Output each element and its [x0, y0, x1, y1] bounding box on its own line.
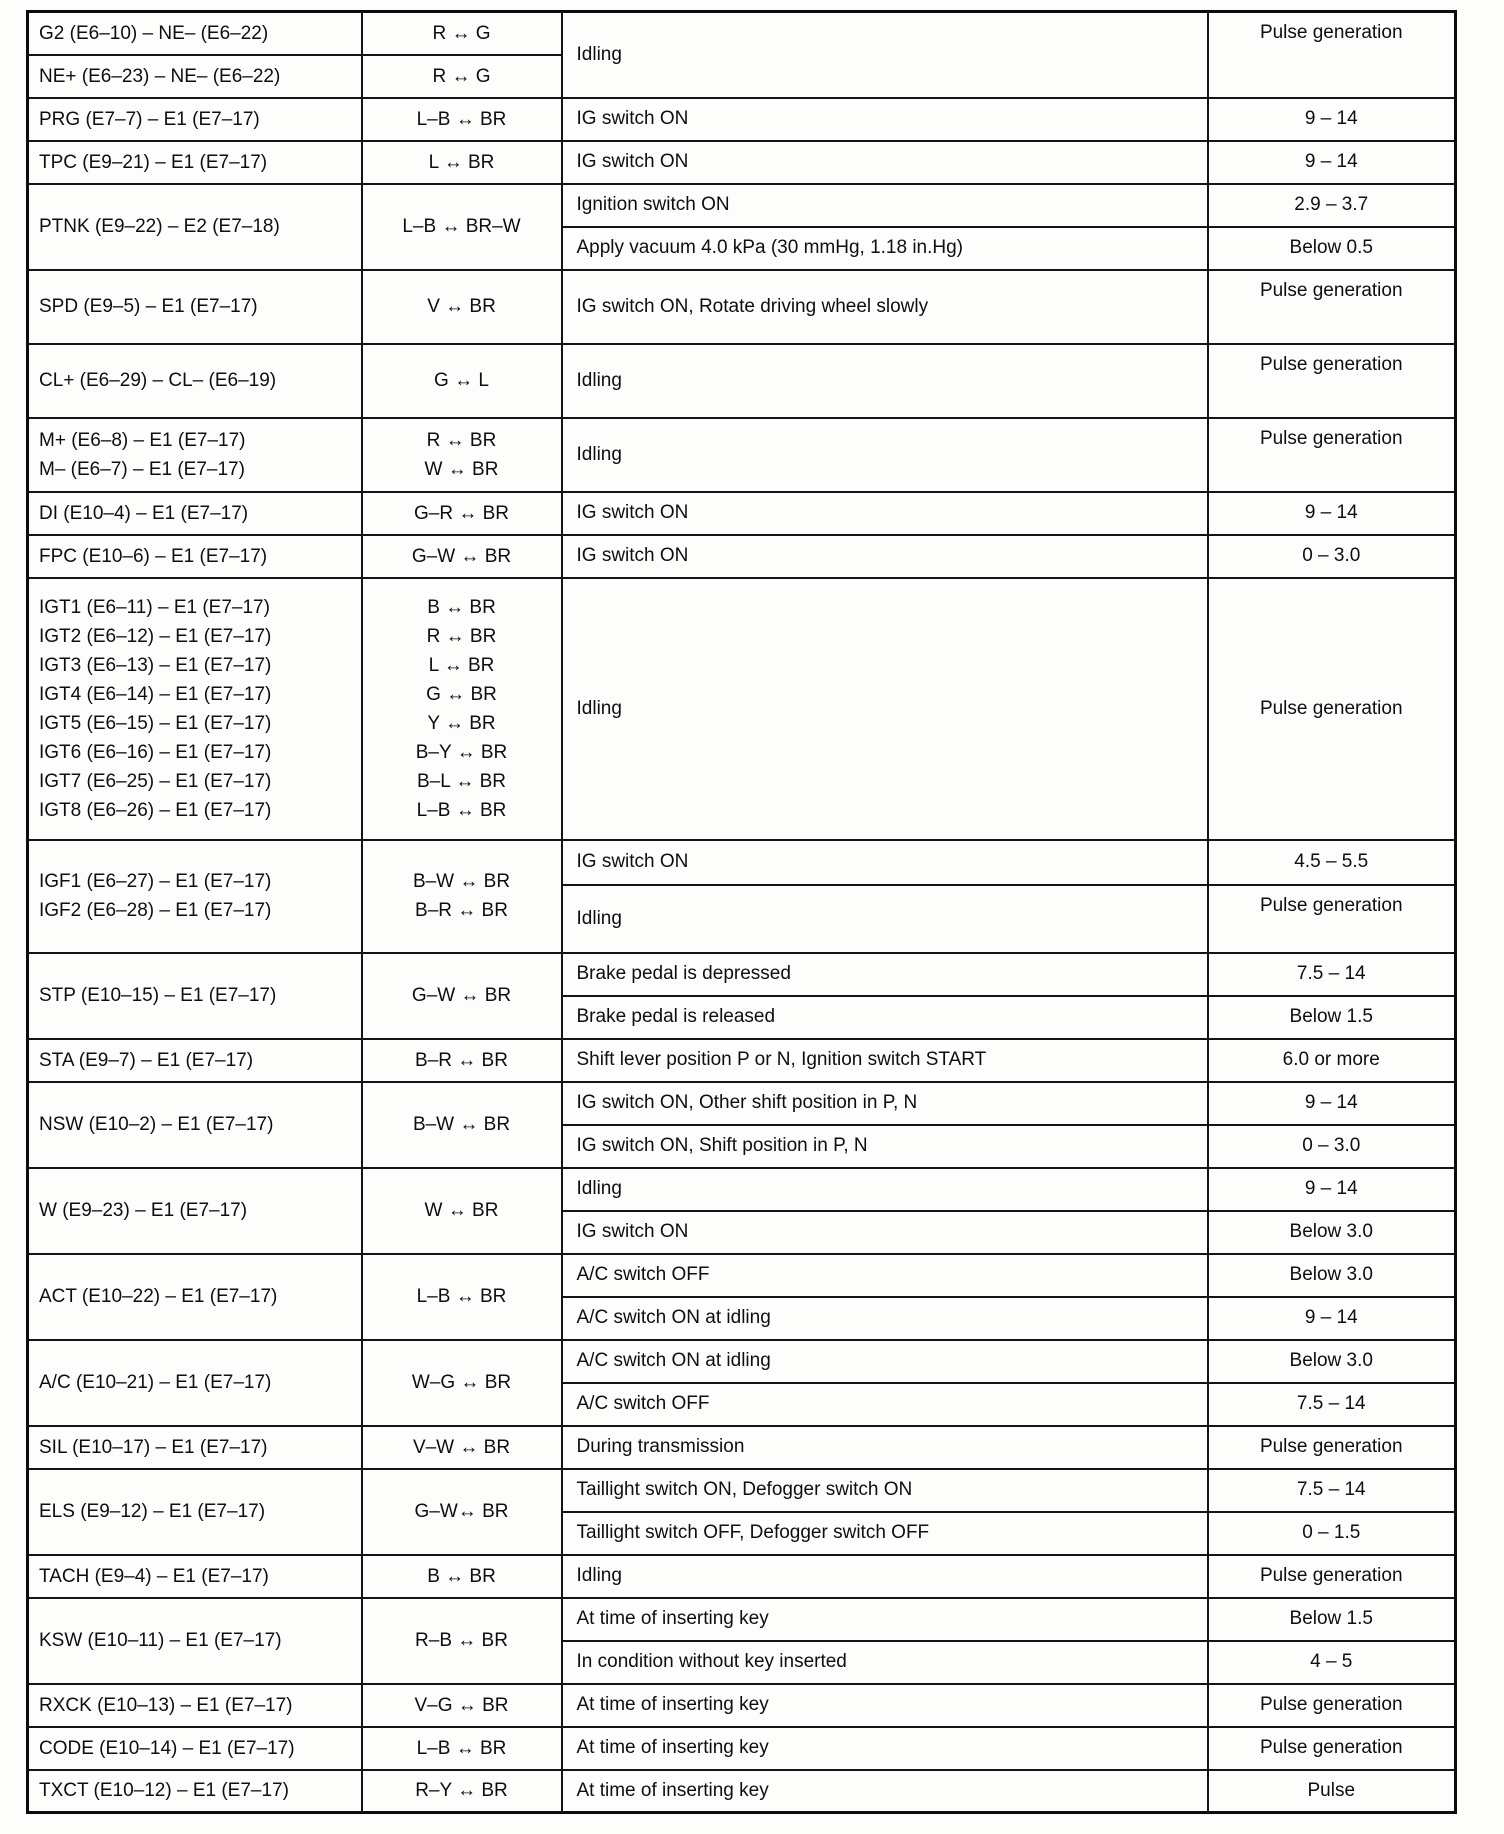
cell-line: SPD (E9–5) – E1 (E7–17)	[39, 296, 258, 317]
condition-cell: IG switch ON	[562, 141, 1208, 184]
terminal-cell	[28, 55, 362, 98]
wire-color-cell	[362, 1082, 562, 1168]
condition-cell: Idling	[562, 1555, 1208, 1598]
cell-line: V–G ↔ BR	[414, 1694, 509, 1716]
table-row	[28, 1555, 1456, 1598]
terminal-cell	[28, 1684, 362, 1727]
cell-line: IGT5 (E6–15) – E1 (E7–17)	[39, 712, 272, 734]
cell-line: CL+ (E6–29) – CL– (E6–19)	[39, 370, 277, 391]
terminal-cell	[28, 270, 362, 344]
voltage-cell: Pulse generation	[1208, 1555, 1456, 1598]
terminal-cell	[28, 344, 362, 418]
cell-line: B–R ↔ BR	[415, 900, 508, 921]
condition-cell: IG switch ON	[562, 492, 1208, 535]
terminal-cell	[28, 1727, 362, 1770]
cell-line: IGT8 (E6–26) – E1 (E7–17)	[39, 799, 272, 821]
condition-cell: Idling	[562, 1168, 1208, 1211]
wire-color-cell	[362, 1598, 562, 1684]
condition-cell: Idling	[562, 344, 1208, 418]
cell-line: R–Y ↔ BR	[415, 1780, 508, 1802]
table-row	[28, 535, 1456, 578]
table-row	[28, 344, 1456, 418]
condition-cell: IG switch ON, Shift position in P, N	[562, 1125, 1208, 1168]
cell-line: V ↔ BR	[427, 296, 496, 317]
terminal-cell	[28, 141, 362, 184]
cell-line: W ↔ BR	[424, 1200, 499, 1221]
cell-line: G ↔ BR	[426, 683, 497, 705]
voltage-table	[26, 10, 1457, 1814]
wire-color-cell	[362, 1727, 562, 1770]
voltage-cell: 9 – 14	[1208, 141, 1456, 184]
cell-line: IGT6 (E6–16) – E1 (E7–17)	[39, 741, 272, 763]
condition-cell: IG switch ON, Other shift position in P, N	[562, 1082, 1208, 1125]
cell-line: TPC (E9–21) – E1 (E7–17)	[39, 151, 268, 173]
cell-line: B–Y ↔ BR	[415, 741, 508, 763]
voltage-cell: 9 – 14	[1208, 492, 1456, 535]
cell-line: L–B ↔ BR–W	[402, 216, 521, 237]
wire-color-cell	[362, 98, 562, 141]
table-row	[28, 1039, 1456, 1082]
cell-line: KSW (E10–11) – E1 (E7–17)	[39, 1630, 282, 1651]
terminal-cell	[28, 535, 362, 578]
terminal-cell	[28, 1426, 362, 1469]
condition-cell: IG switch ON	[562, 840, 1208, 885]
table-row	[28, 418, 1456, 492]
wire-color-cell	[362, 1039, 562, 1082]
cell-line: B–W ↔ BR	[412, 1114, 511, 1135]
cell-line: W ↔ BR	[424, 458, 499, 480]
cell-line: V–W ↔ BR	[412, 1436, 511, 1458]
terminal-cell	[28, 418, 362, 492]
condition-cell: Ignition switch ON	[562, 184, 1208, 227]
cell-line: G ↔ L	[434, 370, 489, 391]
voltage-cell: 0 – 3.0	[1208, 1125, 1456, 1168]
cell-line: IGF2 (E6–28) – E1 (E7–17)	[39, 900, 272, 921]
cell-line: STA (E9–7) – E1 (E7–17)	[39, 1049, 254, 1071]
voltage-cell: 7.5 – 14	[1208, 1469, 1456, 1512]
cell-line: B–L ↔ BR	[416, 770, 507, 792]
terminal-cell	[28, 1168, 362, 1254]
voltage-cell: 2.9 – 3.7	[1208, 184, 1456, 227]
terminal-cell	[28, 1039, 362, 1082]
terminal-cell	[28, 1770, 362, 1813]
cell-line: ACT (E10–22) – E1 (E7–17)	[39, 1286, 278, 1307]
wire-color-cell	[362, 1469, 562, 1555]
condition-cell: Taillight switch OFF, Defogger switch OFF	[562, 1512, 1208, 1555]
table-row	[28, 1770, 1456, 1813]
terminal-cell	[28, 12, 362, 55]
table-row	[28, 953, 1456, 996]
condition-cell: Idling	[562, 885, 1208, 953]
cell-line: RXCK (E10–13) – E1 (E7–17)	[39, 1694, 293, 1716]
table-row	[28, 1426, 1456, 1469]
condition-cell: A/C switch OFF	[562, 1383, 1208, 1426]
cell-line: G2 (E6–10) – NE– (E6–22)	[39, 22, 269, 44]
cell-line: A/C (E10–21) – E1 (E7–17)	[39, 1372, 272, 1393]
cell-line: R ↔ G	[432, 22, 491, 44]
wire-color-cell	[362, 1426, 562, 1469]
voltage-cell: Pulse generation	[1208, 578, 1456, 840]
cell-line: L–B ↔ BR	[416, 1737, 507, 1759]
cell-line: G–W ↔ BR	[411, 985, 512, 1006]
wire-color-cell	[362, 492, 562, 535]
condition-cell: At time of inserting key	[562, 1727, 1208, 1770]
cell-line: TACH (E9–4) – E1 (E7–17)	[39, 1565, 269, 1587]
voltage-cell: 4 – 5	[1208, 1641, 1456, 1684]
voltage-cell: Pulse generation	[1208, 418, 1456, 492]
cell-line: IGT4 (E6–14) – E1 (E7–17)	[39, 683, 272, 705]
wire-color-cell	[362, 55, 562, 98]
voltage-cell: Pulse generation	[1208, 12, 1456, 98]
cell-line: B–W ↔ BR	[412, 871, 511, 892]
table-row	[28, 1254, 1456, 1297]
voltage-cell: 9 – 14	[1208, 1082, 1456, 1125]
cell-line: R ↔ BR	[426, 429, 497, 451]
cell-line: B ↔ BR	[427, 1565, 496, 1587]
wire-color-cell	[362, 344, 562, 418]
voltage-cell: 7.5 – 14	[1208, 1383, 1456, 1426]
voltage-cell: Pulse generation	[1208, 1426, 1456, 1469]
wire-color-cell	[362, 535, 562, 578]
cell-line: TXCT (E10–12) – E1 (E7–17)	[39, 1780, 289, 1802]
cell-line: M– (E6–7) – E1 (E7–17)	[39, 458, 245, 480]
cell-line: FPC (E10–6) – E1 (E7–17)	[39, 545, 268, 567]
terminal-cell	[28, 953, 362, 1039]
wire-color-cell	[362, 1168, 562, 1254]
cell-line: IGF1 (E6–27) – E1 (E7–17)	[39, 871, 272, 892]
terminal-cell	[28, 1340, 362, 1426]
cell-line: DI (E10–4) – E1 (E7–17)	[39, 502, 249, 524]
cell-line: STP (E10–15) – E1 (E7–17)	[39, 985, 277, 1006]
voltage-cell: 0 – 1.5	[1208, 1512, 1456, 1555]
cell-line: B–R ↔ BR	[415, 1049, 508, 1071]
wire-color-cell	[362, 418, 562, 492]
voltage-cell: 6.0 or more	[1208, 1039, 1456, 1082]
cell-line: CODE (E10–14) – E1 (E7–17)	[39, 1737, 295, 1759]
cell-line: NSW (E10–2) – E1 (E7–17)	[39, 1114, 274, 1135]
terminal-cell	[28, 1555, 362, 1598]
voltage-cell: 9 – 14	[1208, 1297, 1456, 1340]
condition-cell: Idling	[562, 418, 1208, 492]
cell-line: W (E9–23) – E1 (E7–17)	[39, 1200, 248, 1221]
voltage-cell: Pulse generation	[1208, 885, 1456, 953]
cell-line: G–W ↔ BR	[411, 545, 512, 567]
condition-cell: Apply vacuum 4.0 kPa (30 mmHg, 1.18 in.Hg)	[562, 227, 1208, 270]
cell-line: Y ↔ BR	[427, 712, 496, 734]
wire-color-cell	[362, 578, 562, 840]
condition-cell: A/C switch ON at idling	[562, 1297, 1208, 1340]
table-row	[28, 1727, 1456, 1770]
condition-cell: A/C switch ON at idling	[562, 1340, 1208, 1383]
terminal-cell	[28, 184, 362, 270]
table-row	[28, 1082, 1456, 1125]
voltage-cell: Pulse generation	[1208, 270, 1456, 344]
wire-color-cell	[362, 141, 562, 184]
condition-cell: Shift lever position P or N, Ignition switch START	[562, 1039, 1208, 1082]
cell-line: L–B ↔ BR	[416, 799, 507, 821]
table-row	[28, 840, 1456, 885]
cell-line: IGT3 (E6–13) – E1 (E7–17)	[39, 654, 272, 676]
cell-line: IGT1 (E6–11) – E1 (E7–17)	[39, 596, 270, 618]
condition-cell: At time of inserting key	[562, 1598, 1208, 1641]
wire-color-cell	[362, 1555, 562, 1598]
cell-line: L ↔ BR	[428, 151, 495, 173]
voltage-cell: 9 – 14	[1208, 1168, 1456, 1211]
cell-line: R–B ↔ BR	[415, 1630, 508, 1651]
wire-color-cell	[362, 12, 562, 55]
condition-cell: A/C switch OFF	[562, 1254, 1208, 1297]
condition-cell: At time of inserting key	[562, 1684, 1208, 1727]
table-row	[28, 12, 1456, 55]
table-row	[28, 184, 1456, 227]
table-row	[28, 270, 1456, 344]
voltage-cell: 0 – 3.0	[1208, 535, 1456, 578]
wire-color-cell	[362, 840, 562, 953]
condition-cell: Idling	[562, 12, 1208, 98]
condition-cell: Brake pedal is depressed	[562, 953, 1208, 996]
terminal-cell	[28, 578, 362, 840]
cell-line: B ↔ BR	[427, 596, 496, 618]
terminal-cell	[28, 492, 362, 535]
table-row	[28, 141, 1456, 184]
terminal-cell	[28, 1598, 362, 1684]
cell-line: L–B ↔ BR	[416, 108, 507, 130]
cell-line: G–R ↔ BR	[413, 502, 510, 524]
cell-line: R ↔ G	[432, 65, 491, 87]
terminal-cell	[28, 840, 362, 953]
table-row	[28, 1340, 1456, 1383]
cell-line: G–W↔ BR	[414, 1501, 509, 1522]
condition-cell: In condition without key inserted	[562, 1641, 1208, 1684]
condition-cell: IG switch ON	[562, 535, 1208, 578]
condition-cell: Idling	[562, 578, 1208, 840]
table-row	[28, 1684, 1456, 1727]
terminal-cell	[28, 1082, 362, 1168]
terminal-cell	[28, 1469, 362, 1555]
condition-cell: IG switch ON	[562, 1211, 1208, 1254]
condition-cell: Brake pedal is released	[562, 996, 1208, 1039]
cell-line: ELS (E9–12) – E1 (E7–17)	[39, 1501, 266, 1522]
cell-line: L–B ↔ BR	[416, 1286, 507, 1307]
cell-line: M+ (E6–8) – E1 (E7–17)	[39, 429, 246, 451]
voltage-cell: Pulse generation	[1208, 344, 1456, 418]
voltage-cell: Below 3.0	[1208, 1211, 1456, 1254]
voltage-cell: 7.5 – 14	[1208, 953, 1456, 996]
voltage-cell: 9 – 14	[1208, 98, 1456, 141]
table-row	[28, 1598, 1456, 1641]
voltage-cell: Pulse	[1208, 1770, 1456, 1813]
voltage-cell: Pulse generation	[1208, 1727, 1456, 1770]
voltage-cell: Below 3.0	[1208, 1254, 1456, 1297]
voltage-cell: Below 0.5	[1208, 227, 1456, 270]
terminal-cell	[28, 1254, 362, 1340]
table-row	[28, 1168, 1456, 1211]
voltage-cell: Pulse generation	[1208, 1684, 1456, 1727]
condition-cell: During transmission	[562, 1426, 1208, 1469]
voltage-cell: Below 3.0	[1208, 1340, 1456, 1383]
cell-line: SIL (E10–17) – E1 (E7–17)	[39, 1436, 268, 1458]
table-row	[28, 1469, 1456, 1512]
table-row	[28, 578, 1456, 840]
cell-line: W–G ↔ BR	[411, 1372, 512, 1393]
cell-line: L ↔ BR	[428, 654, 495, 676]
terminal-cell	[28, 98, 362, 141]
voltage-cell: 4.5 – 5.5	[1208, 840, 1456, 885]
table-row	[28, 492, 1456, 535]
voltage-table-body	[28, 12, 1456, 1813]
wire-color-cell	[362, 270, 562, 344]
voltage-cell: Below 1.5	[1208, 996, 1456, 1039]
wire-color-cell	[362, 184, 562, 270]
cell-line: NE+ (E6–23) – NE– (E6–22)	[39, 65, 281, 87]
wire-color-cell	[362, 1340, 562, 1426]
table-row	[28, 98, 1456, 141]
wire-color-cell	[362, 1684, 562, 1727]
wire-color-cell	[362, 1770, 562, 1813]
cell-line: R ↔ BR	[426, 625, 497, 647]
condition-cell: IG switch ON	[562, 98, 1208, 141]
wire-color-cell	[362, 1254, 562, 1340]
condition-cell: Taillight switch ON, Defogger switch ON	[562, 1469, 1208, 1512]
condition-cell: At time of inserting key	[562, 1770, 1208, 1813]
cell-line: PTNK (E9–22) – E2 (E7–18)	[39, 216, 280, 237]
cell-line: IGT7 (E6–25) – E1 (E7–17)	[39, 770, 272, 792]
voltage-cell: Below 1.5	[1208, 1598, 1456, 1641]
cell-line: PRG (E7–7) – E1 (E7–17)	[39, 108, 260, 130]
cell-line: IGT2 (E6–12) – E1 (E7–17)	[39, 625, 272, 647]
condition-cell: IG switch ON, Rotate driving wheel slowly	[562, 270, 1208, 344]
wire-color-cell	[362, 953, 562, 1039]
